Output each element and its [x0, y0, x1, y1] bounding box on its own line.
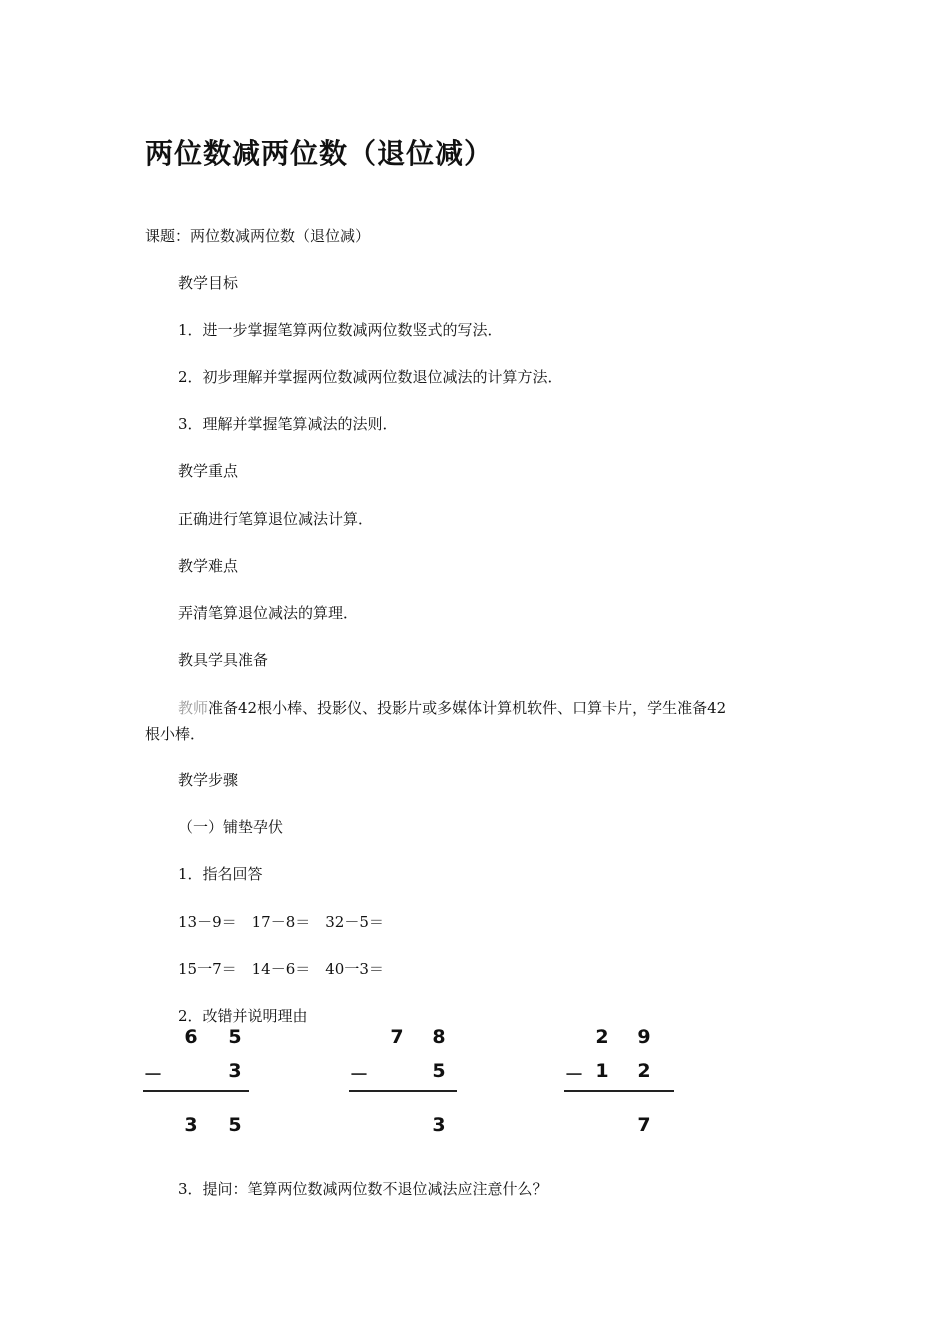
result-digit-ones: 7: [637, 1114, 651, 1136]
minus-sign: －: [349, 1064, 369, 1086]
question-1: 1．指名回答: [178, 865, 263, 883]
materials-line-1: [178, 698, 726, 718]
minus-sign: －: [564, 1064, 584, 1086]
heading-objectives: 教学目标: [178, 274, 239, 292]
materials-line-2: 根小棒．: [145, 725, 206, 743]
bottom-digit-ones: 2: [637, 1060, 651, 1082]
sum-line: [143, 1090, 249, 1092]
teacher-link[interactable]: 教师: [178, 699, 209, 717]
sum-line: [349, 1090, 457, 1092]
top-digit-ones: 8: [432, 1026, 446, 1048]
section-heading-1: （一）铺垫孕伏: [178, 818, 284, 836]
top-digit-ones: 9: [637, 1026, 651, 1048]
vertical-problem-2: [349, 1026, 469, 1136]
oral-row-1: 13－9＝ 17－8＝ 32－5＝: [178, 913, 384, 931]
vertical-problem-1: [143, 1026, 263, 1136]
sum-line: [564, 1090, 674, 1092]
top-digit-tens: 6: [184, 1026, 198, 1048]
top-digit-ones: 5: [228, 1026, 242, 1048]
result-digit-ones: 3: [432, 1114, 446, 1136]
objective-3: 3．理解并掌握笔算减法的法则．: [178, 415, 398, 433]
question-2: 2．改错并说明理由: [178, 1007, 308, 1025]
heading-materials: 教具学具准备: [178, 651, 269, 669]
lesson-subject: 课题：两位数减两位数（退位减）: [145, 227, 371, 245]
heading-difficulties: 教学难点: [178, 557, 239, 575]
key-point-text: 正确进行笔算退位减法计算．: [178, 510, 374, 528]
difficulty-text: 弄清笔算退位减法的算理．: [178, 604, 359, 622]
bottom-digit-ones: 5: [432, 1060, 446, 1082]
objective-1: 1．进一步掌握笔算两位数减两位数竖式的写法．: [178, 321, 503, 339]
objective-2: 2．初步理解并掌握两位数减两位数退位减法的计算方法．: [178, 368, 563, 386]
result-digit-tens: 3: [184, 1114, 198, 1136]
bottom-digit-tens: 1: [595, 1060, 609, 1082]
vertical-problem-3: [564, 1026, 684, 1136]
heading-key-points: 教学重点: [178, 462, 239, 480]
bottom-digit-ones: 3: [228, 1060, 242, 1082]
top-digit-tens: 7: [390, 1026, 404, 1048]
heading-steps: 教学步骤: [178, 771, 239, 789]
result-digit-ones: 5: [228, 1114, 242, 1136]
document-title: 两位数减两位数（退位减）: [145, 137, 494, 170]
question-3: 3．提问：笔算两位数减两位数不退位减法应注意什么？: [178, 1180, 548, 1198]
top-digit-tens: 2: [595, 1026, 609, 1048]
materials-text: 准备42根小棒、投影仪、投影片或多媒体计算机软件、口算卡片，学生准备42: [208, 699, 727, 717]
oral-row-2: 15一7＝ 14－6＝ 40一3＝: [178, 960, 384, 978]
minus-sign: －: [143, 1064, 163, 1086]
